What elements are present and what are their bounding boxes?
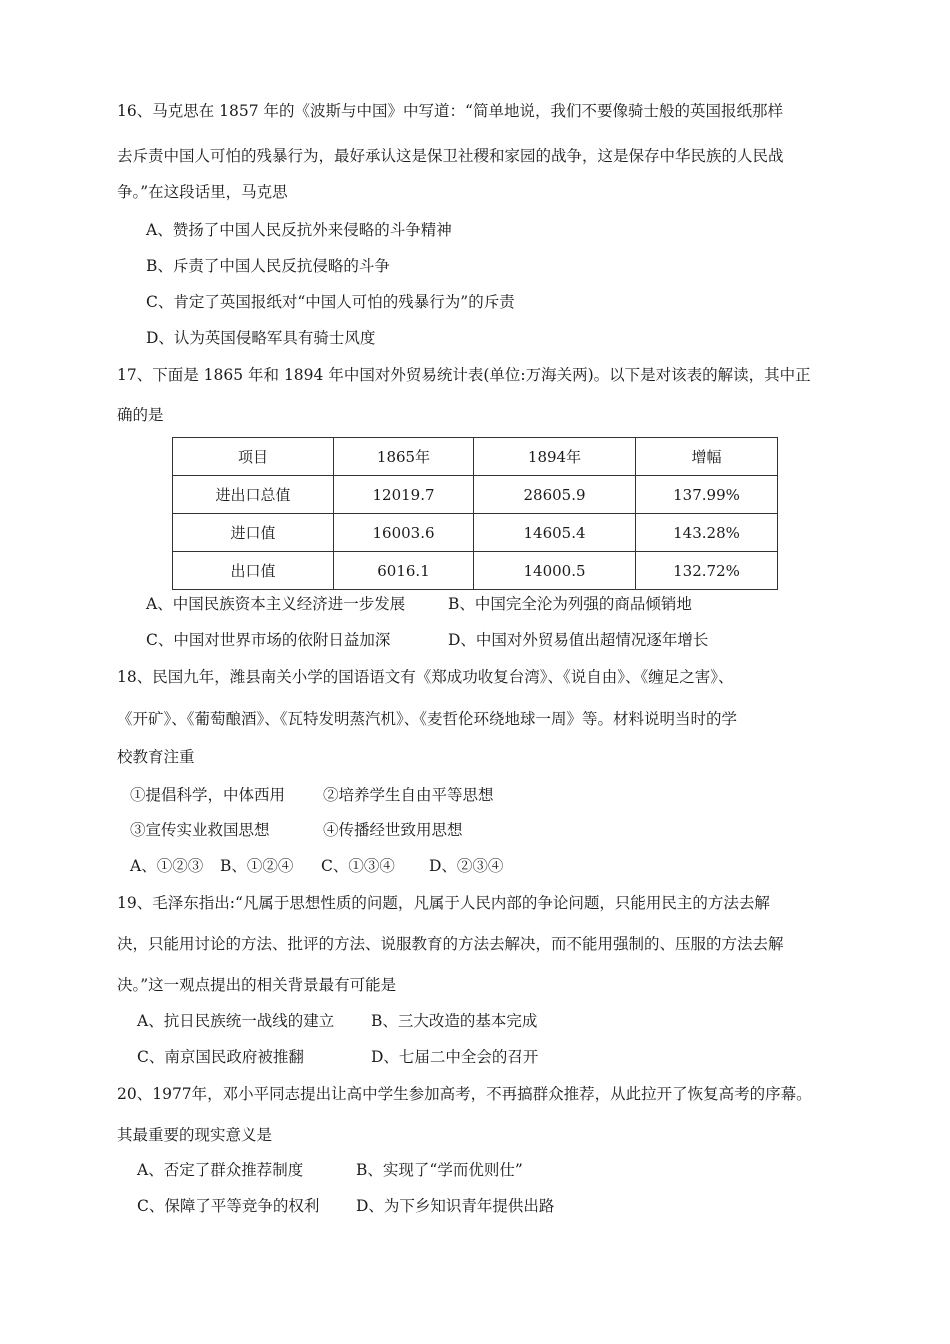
q16-stem-line-3: 争。”在这段话里，马克思	[117, 183, 288, 201]
q18-item-1: ①提倡科学，中体西用	[130, 786, 286, 804]
q16-stem-line-1: 16、马克思在 1857 年的《波斯与中国》中写道：“简单地说，我们不要像骑士般的英国报纸那样	[117, 102, 783, 120]
q16-stem-line-2: 去斥责中国人可怕的残暴行为，最好承认这是保卫社稷和家园的战争，这是保存中华民族的人民战	[117, 147, 784, 165]
q20-option-c: C、保障了平等竞争的权利	[137, 1197, 320, 1215]
q17-option-c: C、中国对世界市场的依附日益加深	[146, 631, 391, 649]
table-cell: 132.72%	[636, 552, 778, 590]
q18-option-d: D、②③④	[429, 857, 504, 875]
table-cell: 进口值	[173, 514, 334, 552]
table-header-cell: 增幅	[636, 438, 778, 476]
q19-stem-line-2: 决，只能用讨论的方法、批评的方法、说服教育的方法去解决，而不能用强制的、压服的方法去解	[117, 935, 784, 953]
q16-option-a: A、赞扬了中国人民反抗外来侵略的斗争精神	[146, 221, 452, 239]
table-cell: 16003.6	[334, 514, 474, 552]
q18-option-b: B、①②④	[220, 857, 294, 875]
q19-stem-line-3: 决。”这一观点提出的相关背景最有可能是	[117, 976, 397, 994]
table-cell: 28605.9	[474, 476, 636, 514]
q17-option-a: A、中国民族资本主义经济进一步发展	[146, 595, 406, 613]
table-header-cell: 1894年	[474, 438, 636, 476]
table-row	[173, 514, 778, 552]
table-cell: 6016.1	[334, 552, 474, 590]
table-header-cell: 1865年	[334, 438, 474, 476]
q20-option-d: D、为下乡知识青年提供出路	[356, 1197, 555, 1215]
q16-option-c: C、肯定了英国报纸对“中国人可怕的残暴行为”的斥责	[146, 293, 515, 311]
table-header-cell: 项目	[173, 438, 334, 476]
q18-stem-line-1: 18、民国九年，潍县南关小学的国语语文有《郑成功收复台湾》、《说自由》、《缠足之害》、	[117, 668, 734, 686]
q17-stem-line-2: 确的是	[117, 406, 164, 424]
q18-stem-line-2: 《开矿》、《葡萄酿酒》、《瓦特发明蒸汽机》、《麦哲伦环绕地球一周》等。材料说明当时的学	[117, 710, 738, 728]
q18-item-3: ③宣传实业救国思想	[130, 821, 270, 839]
q20-option-a: A、否定了群众推荐制度	[137, 1161, 304, 1179]
q20-option-b: B、实现了“学而优则仕”	[356, 1161, 523, 1179]
q17-option-b: B、中国完全沦为列强的商品倾销地	[448, 595, 692, 613]
table-row	[173, 552, 778, 590]
trade-statistics-table	[172, 437, 778, 590]
table-cell: 137.99%	[636, 476, 778, 514]
q19-option-d: D、七届二中全会的召开	[371, 1048, 539, 1066]
q18-stem-line-3: 校教育注重	[117, 748, 195, 766]
q19-option-a: A、抗日民族统一战线的建立	[137, 1012, 335, 1030]
q18-option-a: A、①②③	[130, 857, 204, 875]
q18-item-2: ②培养学生自由平等思想	[323, 786, 494, 804]
q17-stem-line-1: 17、下面是 1865 年和 1894 年中国对外贸易统计表(单位:万海关两)。以下是对该表的解读，其中正	[117, 366, 811, 384]
q19-stem-line-1: 19、毛泽东指出:“凡属于思想性质的问题，凡属于人民内部的争论问题，只能用民主的方法去解	[117, 894, 770, 912]
q18-item-4: ④传播经世致用思想	[323, 821, 463, 839]
q20-stem-line-2: 其最重要的现实意义是	[117, 1126, 273, 1144]
table-cell: 12019.7	[334, 476, 474, 514]
table-row	[173, 476, 778, 514]
table-cell: 进出口总值	[173, 476, 334, 514]
q16-option-d: D、认为英国侵略军具有骑士风度	[146, 329, 376, 347]
table-header-row	[173, 438, 778, 476]
q16-option-b: B、斥责了中国人民反抗侵略的斗争	[146, 257, 390, 275]
table-cell: 143.28%	[636, 514, 778, 552]
table-cell: 出口值	[173, 552, 334, 590]
table-cell: 14605.4	[474, 514, 636, 552]
q18-option-c: C、①③④	[321, 857, 395, 875]
q19-option-c: C、南京国民政府被推翻	[137, 1048, 304, 1066]
table-cell: 14000.5	[474, 552, 636, 590]
q17-option-d: D、中国对外贸易值出超情况逐年增长	[448, 631, 709, 649]
q19-option-b: B、三大改造的基本完成	[371, 1012, 538, 1030]
q20-stem-line-1: 20、1977年，邓小平同志提出让高中学生参加高考，不再搞群众推荐，从此拉开了恢复高考的序幕。	[117, 1085, 812, 1103]
